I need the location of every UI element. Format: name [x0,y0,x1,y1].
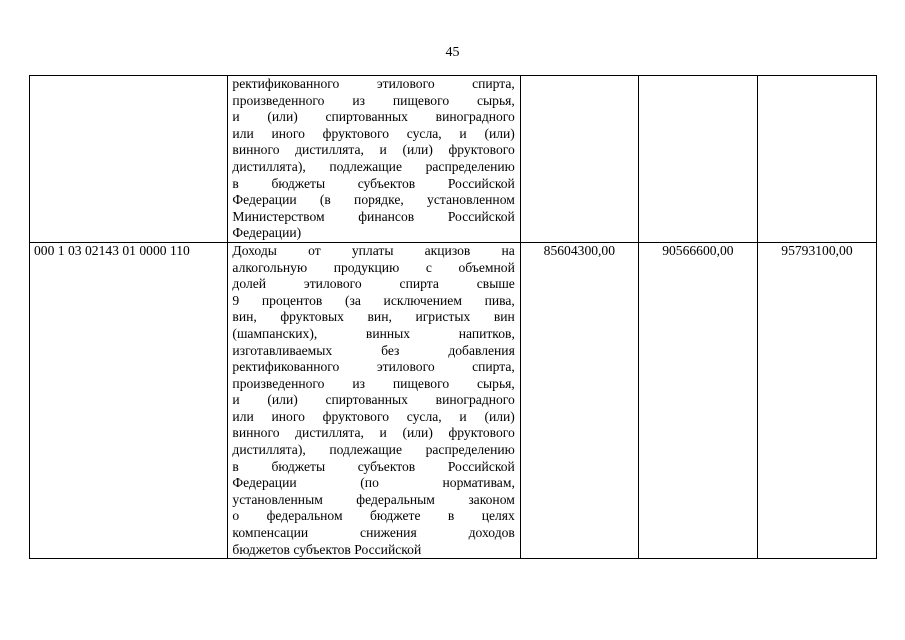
cell-name-line: Федерации (в порядке, установленном [232,192,515,208]
table-row [30,76,877,243]
cell-name-line: изготавливаемых без добавления [232,342,515,358]
cell-code: 000 1 03 02143 01 0000 110 [30,242,228,558]
cell-name-line: 9 процентов (за исключением пива, [232,292,515,308]
cell-name-line: дистиллята), подлежащие распределению [232,442,515,458]
cell-name-line: в бюджеты субъектов Российской [232,458,515,474]
cell-name-line: вин, фруктовых вин, игристых вин [232,309,515,325]
cell-name-line: бюджетов субъектов Российской [232,541,422,557]
cell-name-line: компенсации снижения доходов [232,525,515,541]
cell-name-line: произведенного из пищевого сырья, [232,92,515,108]
cell-name-line: Министерством финансов Российской [232,208,515,224]
cell-name [228,242,520,558]
cell-code [30,76,228,243]
cell-amount-year1: 85604300,00 [520,242,638,558]
cell-name-line: или иного фруктового сусла, и (или) [232,125,515,141]
revenue-table [29,75,877,559]
cell-name-line: Доходы от уплаты акцизов на [232,242,515,258]
table-row [30,242,877,558]
cell-amount-year3: 95793100,00 [757,242,876,558]
cell-name-line: Федерации (по нормативам, [232,475,515,491]
cell-name-line: и (или) спиртованных виноградного [232,392,515,408]
cell-name-line: ректификованного этилового спирта, [232,76,515,91]
cell-name-line: дистиллята), подлежащие распределению [232,158,515,174]
cell-name [228,76,520,243]
cell-name-line: произведенного из пищевого сырья, [232,375,515,391]
cell-amount-year2: 90566600,00 [638,242,757,558]
cell-name-line: винного дистиллята, и (или) фруктового [232,142,515,158]
cell-amount-year3 [757,76,876,243]
cell-amount-year1 [520,76,638,243]
cell-name-line: ректификованного этилового спирта, [232,359,515,375]
page-number: 45 [445,45,460,60]
cell-name-line: о федеральном бюджете в целях [232,508,515,524]
cell-name-line: установленным федеральным законом [232,491,515,507]
cell-name-line: в бюджеты субъектов Российской [232,175,515,191]
cell-name-line: Федерации) [232,225,302,241]
cell-name-line: долей этилового спирта свыше [232,276,515,292]
cell-name-line: и (или) спиртованных виноградного [232,109,515,125]
cell-name-line: винного дистиллята, и (или) фруктового [232,425,515,441]
cell-name-line: или иного фруктового сусла, и (или) [232,408,515,424]
cell-name-line: (шампанских), винных напитков, [232,325,515,341]
cell-amount-year2 [638,76,757,243]
cell-name-line: алкогольную продукцию с объемной [232,259,515,275]
